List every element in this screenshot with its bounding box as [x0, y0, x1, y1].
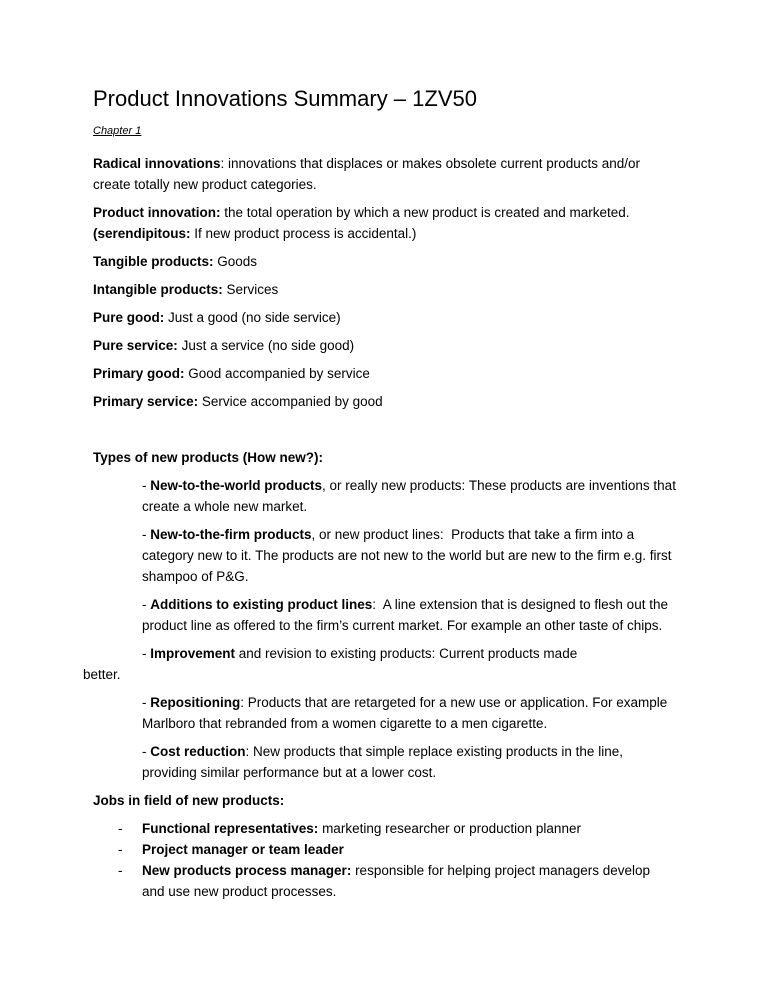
type-item-new-to-the-world [142, 475, 680, 517]
definition-term: Primary service: [93, 394, 199, 409]
type-item-term: Repositioning [150, 695, 241, 710]
dash-bullet: - [142, 527, 151, 542]
definition-primary-service [93, 391, 676, 412]
definition-body: Goods [213, 254, 258, 269]
definition-body: Good accompanied by service [184, 366, 370, 381]
type-item-cost-reduction [142, 741, 676, 783]
definition-term: (serendipitous: [93, 226, 191, 241]
type-item-body: : Products that are retargeted for a new use or application. For example Marlboro that rebranded from a women cigarette to a men cigarette. [142, 695, 671, 731]
type-item-body: and revision to existing products: Current products made [235, 646, 578, 661]
definition-body: Just a service (no side good) [177, 338, 355, 353]
definition-body: Service accompanied by good [198, 394, 383, 409]
job-item-term: Project manager or team leader [142, 842, 344, 857]
type-item-body: : New products that simple replace existing products in the line, providing similar performance but at a lower cost. [142, 744, 627, 780]
dash-bullet: - [118, 842, 123, 857]
type-item-term: New-to-the-firm products [150, 527, 312, 542]
job-item-functional-representatives [93, 818, 676, 839]
job-item-term: Functional representatives: [142, 821, 319, 836]
type-item-term: Additions to existing product lines [150, 597, 373, 612]
type-item-body: , or new product lines: Products that take a firm into a category new to it. The products are not new to the world but are new to the firm e.g. first shampoo of P&G. [142, 527, 676, 584]
definition-radical-innovations [93, 153, 676, 195]
document-title: Product Innovations Summary – 1ZV50 [93, 86, 477, 111]
job-item-term: New products process manager: [142, 863, 352, 878]
type-item-repositioning [142, 692, 676, 734]
type-item-improvement [83, 643, 676, 685]
definition-body: If new product process is accidental.) [190, 226, 417, 241]
definition-term: Product innovation: [93, 205, 221, 220]
dash-bullet: - [142, 646, 151, 661]
job-item-project-manager [93, 839, 676, 860]
dash-bullet: - [142, 695, 151, 710]
dash-bullet: - [142, 744, 151, 759]
dash-bullet: - [118, 821, 123, 836]
type-item-body: : A line extension that is designed to flesh out the product line as offered to the firm’s current market. For example an other taste of chips. [142, 597, 672, 633]
definition-pure-good [93, 307, 676, 328]
type-item-additions [142, 594, 676, 636]
job-item-process-manager [93, 860, 676, 902]
definition-body: : innovations that displaces or makes obsolete current products and/or create totally new product categories. [93, 156, 644, 192]
type-item-term: Improvement [150, 646, 236, 661]
jobs-list [93, 818, 676, 902]
definition-tangible-products [93, 251, 676, 272]
type-item-body: , or really new products: These products are inventions that create a whole new market. [142, 478, 680, 514]
jobs-section-heading: Jobs in field of new products: [93, 793, 285, 808]
type-item-new-to-the-firm [142, 524, 676, 587]
definition-term: Radical innovations [93, 156, 221, 171]
definition-term: Primary good: [93, 366, 185, 381]
definition-primary-good [93, 363, 676, 384]
definition-term: Intangible products: [93, 282, 223, 297]
dash-bullet: - [142, 478, 151, 493]
definition-body: the total operation by which a new product is created and marketed. [220, 205, 634, 220]
type-item-body-wrap: better. [83, 667, 121, 682]
types-section-heading: Types of new products (How new?): [93, 450, 324, 465]
type-item-term: New-to-the-world products [150, 478, 322, 493]
definition-pure-service [93, 335, 676, 356]
definition-intangible-products [93, 279, 676, 300]
definition-term: Pure good: [93, 310, 165, 325]
type-item-term: Cost reduction [150, 744, 246, 759]
blank-line [93, 419, 676, 447]
job-item-body: responsible for helping project managers develop and use new product processes. [142, 863, 654, 899]
definition-product-innovation [93, 202, 676, 244]
definition-body: Just a good (no side service) [164, 310, 341, 325]
job-item-body: marketing researcher or production planner [318, 821, 581, 836]
definition-body: Services [222, 282, 279, 297]
definition-term: Pure service: [93, 338, 178, 353]
dash-bullet: - [118, 863, 123, 878]
chapter-heading: Chapter 1 [93, 125, 142, 137]
dash-bullet: - [142, 597, 151, 612]
definition-term: Tangible products: [93, 254, 214, 269]
